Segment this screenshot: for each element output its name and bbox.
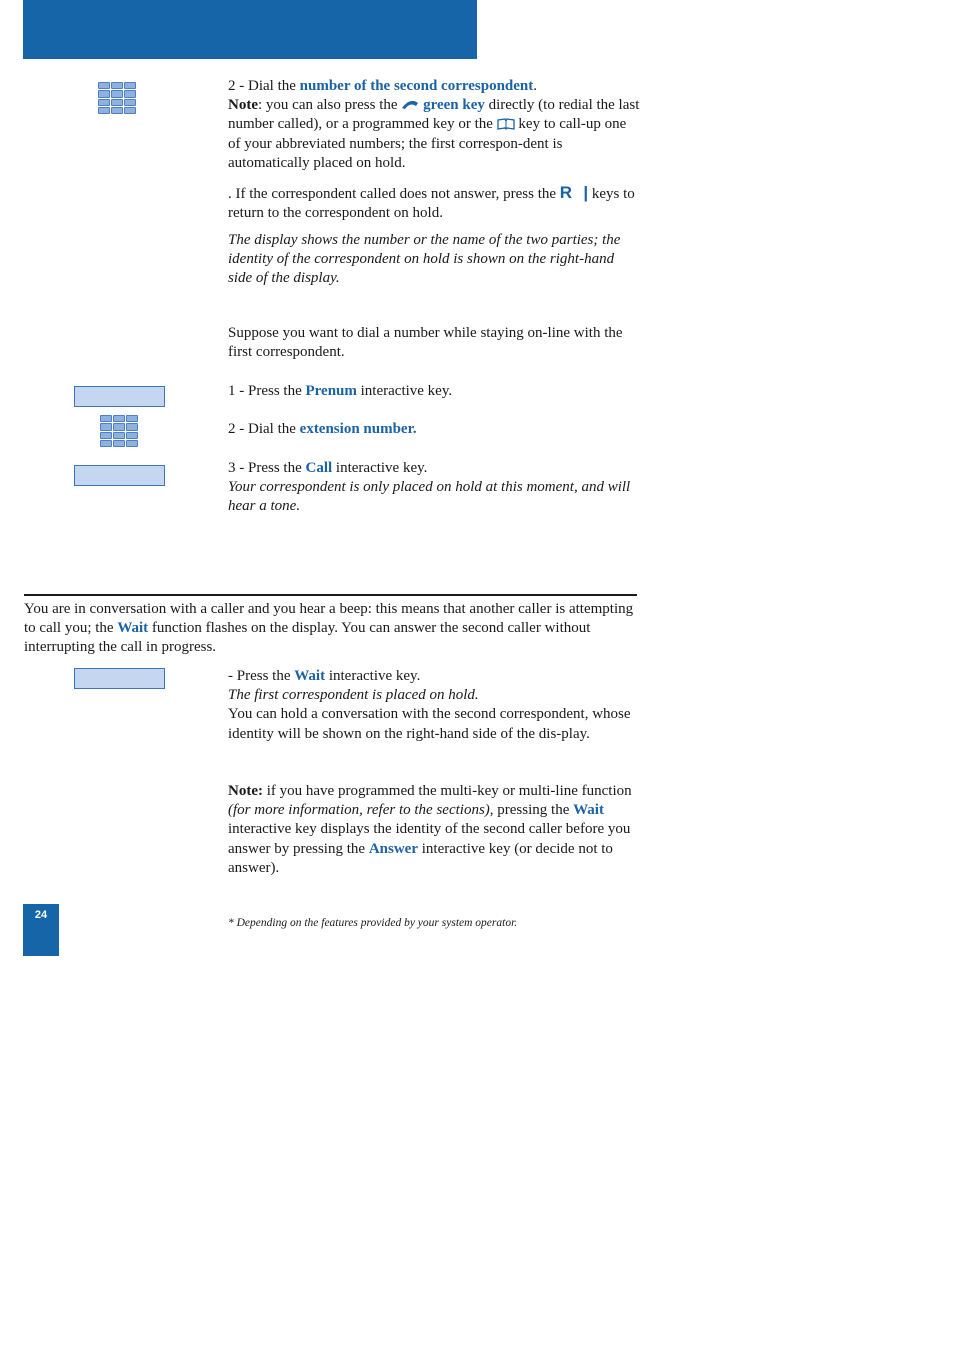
step-press-call: 3 - Press the Call interactive key. Your correspondent is only placed on hold at this moment, and will hear a tone. (228, 460, 631, 515)
section-divider (24, 594, 637, 596)
no-answer-instruction: . If the correspondent called does not answer, press the R | keys to return to the correspondent on hold. (228, 183, 635, 222)
step-dial-extension: 2 - Dial the extension number. (228, 421, 417, 437)
keypad-icon (100, 415, 138, 447)
second-correspondent-link: number of the second correspondent (299, 78, 534, 94)
display-note: The display shows the number or the name of the two parties; the identity of the correspondent on hold is shown on the right-hand side of the display. (228, 232, 621, 287)
directory-book-icon (497, 118, 515, 130)
bar-key-icon: | (583, 183, 589, 202)
header-bar (23, 0, 477, 59)
footnote: * Depending on the features provided by your system operator. (228, 917, 518, 929)
wait-interactive-key[interactable] (74, 668, 165, 689)
r-key-icon: R (559, 183, 573, 202)
step-press-wait: - Press the Wait interactive key. The first correspondent is placed on hold. You can hold a conversation with the second correspondent, whose identity will be shown on the right-hand side of the dis-play. (228, 668, 631, 742)
prenum-interactive-key[interactable] (74, 386, 165, 407)
prenum-intro: Suppose you want to dial a number while staying on-line with the first correspondent. (228, 325, 623, 361)
call-waiting-intro: You are in conversation with a caller and you hear a beep: this means that another caller is attempting to call you; the Wait function flashes on the display. You can answer the second caller without interrupting the call in progress. (24, 601, 634, 656)
multi-key-note: Note: if you have programmed the multi-key or multi-line function (for more information, refer to the sections), pressing the Wait interactive key displays the identity of the second caller before you answer by pressing the Answer interactive key (or decide not to answer). (228, 783, 632, 876)
call-interactive-key[interactable] (74, 465, 165, 486)
handset-icon (401, 99, 419, 111)
step-press-prenum: 1 - Press the Prenum interactive key. (228, 383, 453, 399)
page-number: 24 (23, 904, 59, 956)
keypad-icon (98, 82, 136, 114)
step-dial-second: 2 - Dial the number of the second correspondent. Note: you can also press the green key directly (to redial the last number called), or a programmed key or the key to call-up one of your abbreviated numbers; the first correspon-dent is automatically placed on hold. (228, 78, 640, 171)
